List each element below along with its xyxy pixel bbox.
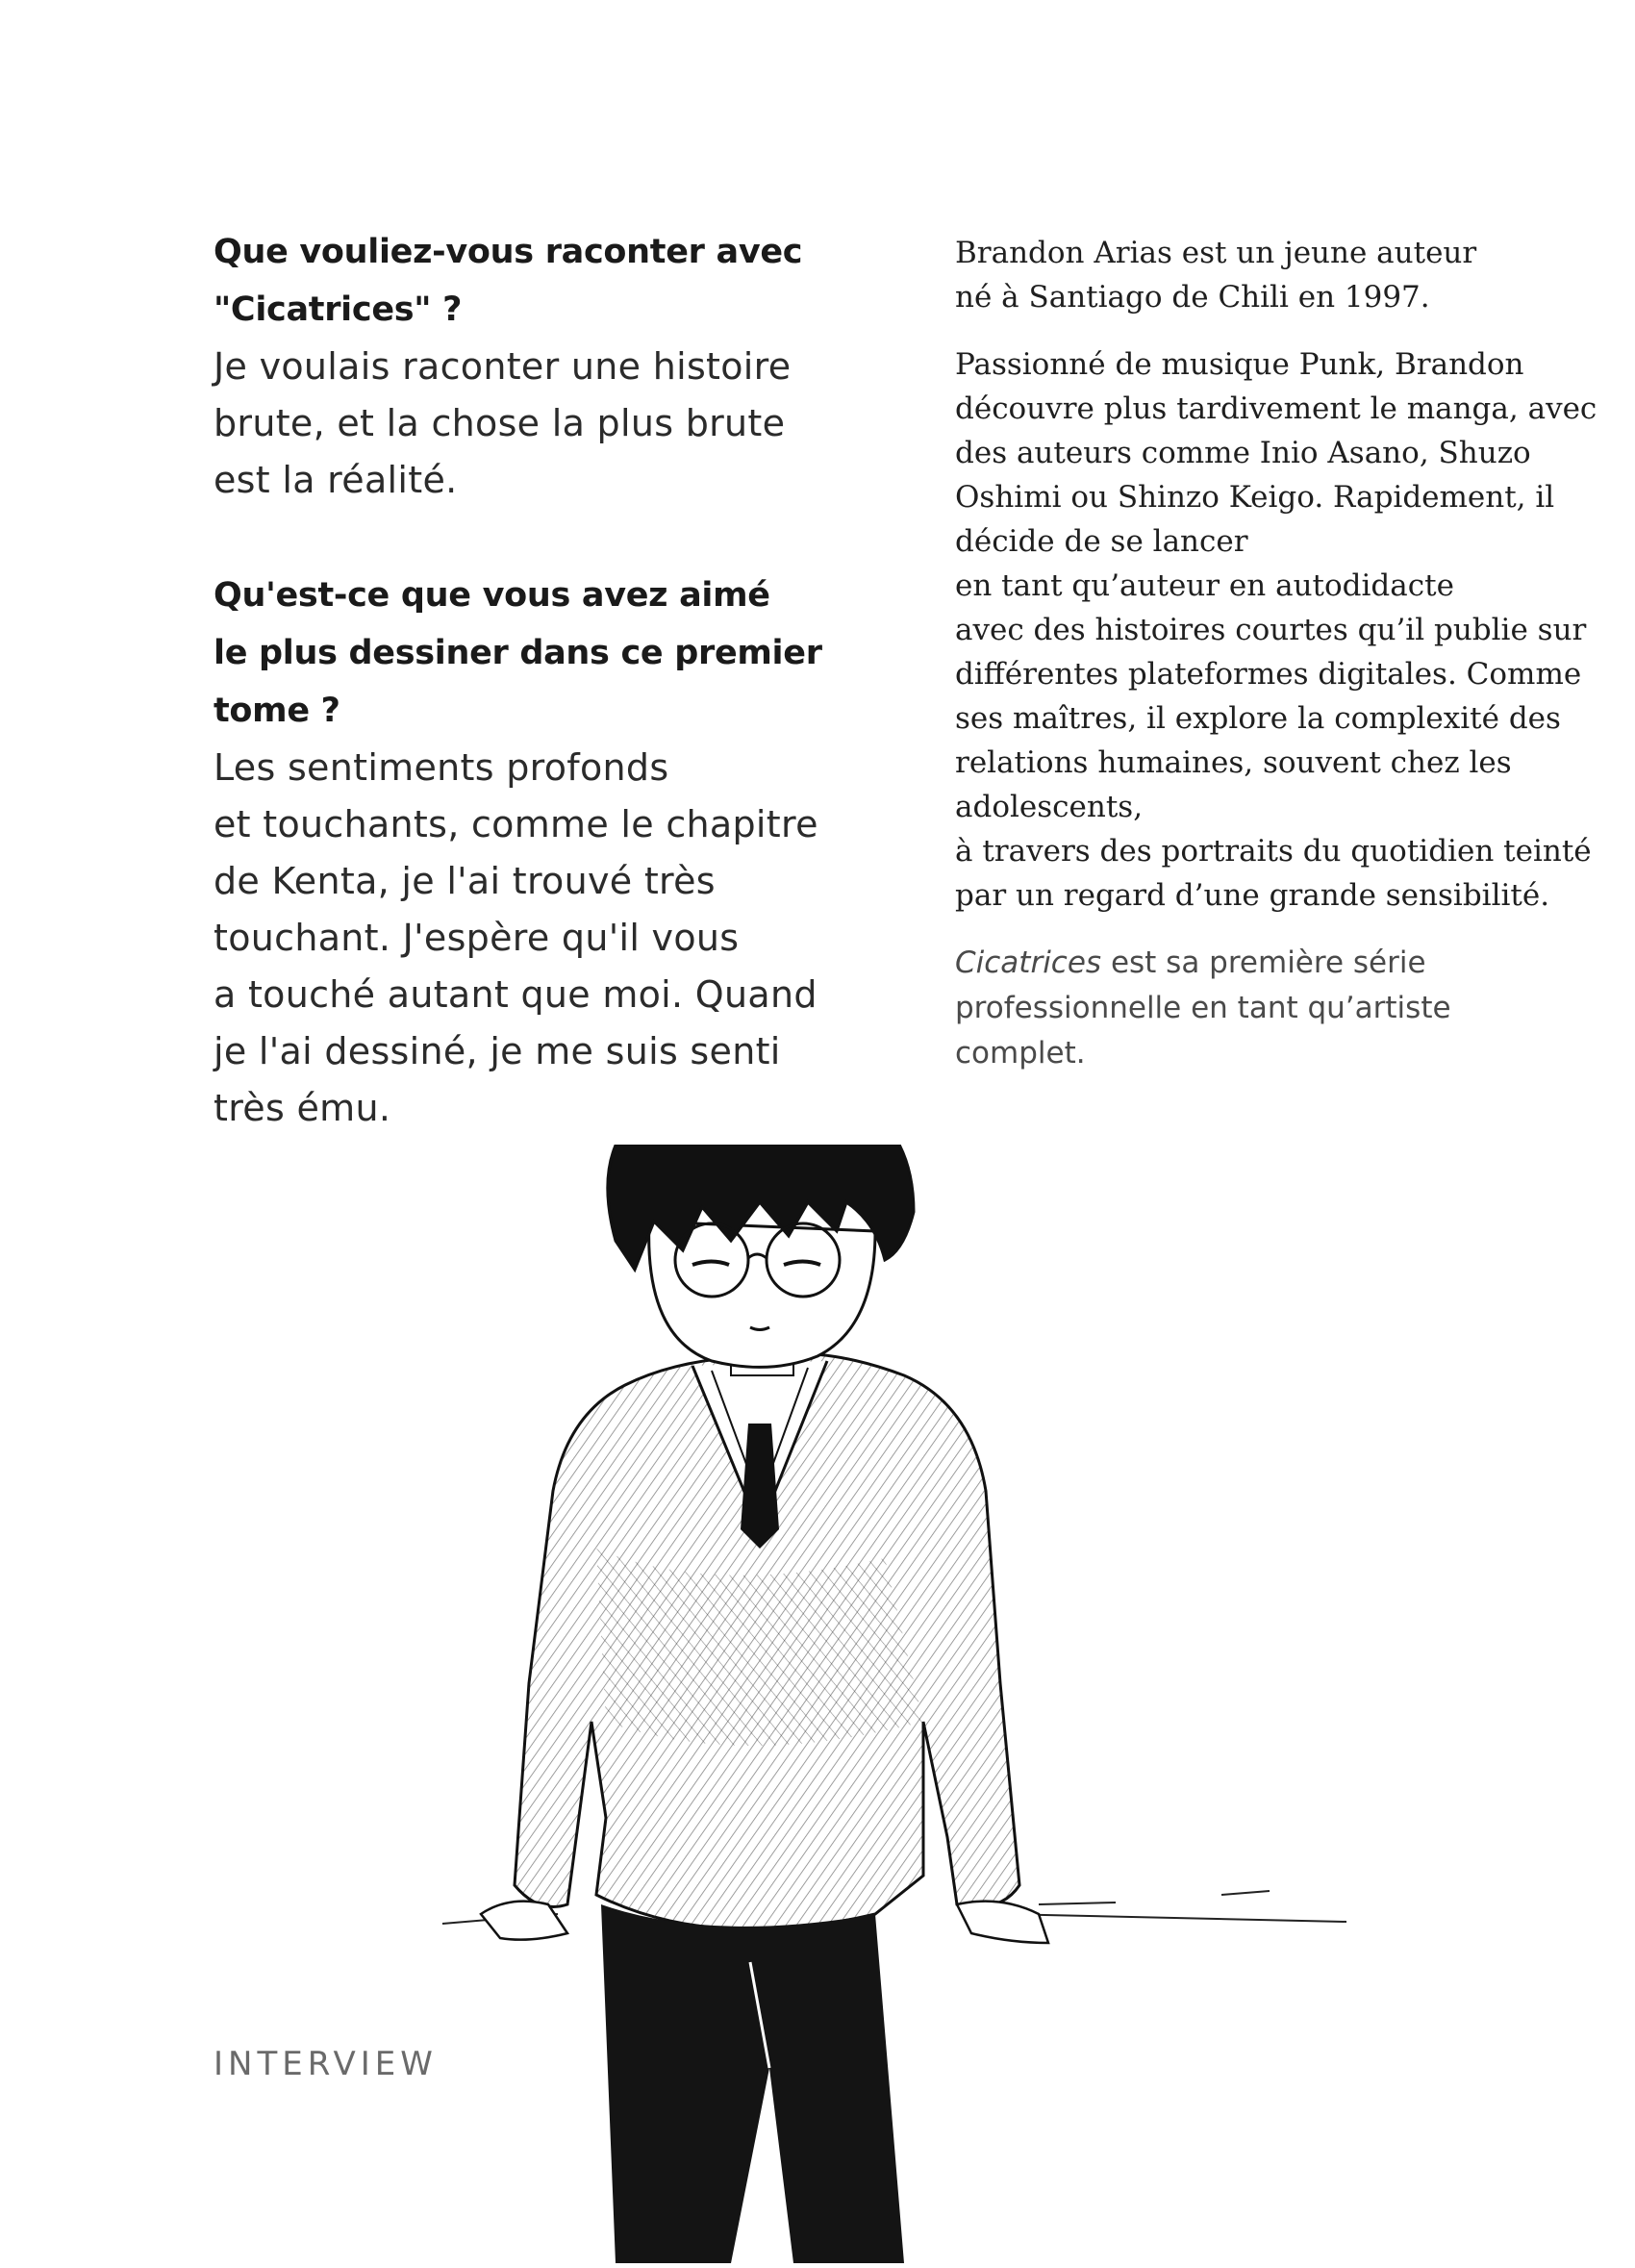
- answer-2-line-5: a touché autant que moi. Quand: [214, 973, 818, 1016]
- bio-2-line-13: par un regard d’une grande sensibilité.: [955, 878, 1550, 913]
- answer-2-line-4: touchant. J'espère qu'il vous: [214, 917, 740, 959]
- bio-2-line-11: adolescents,: [955, 790, 1144, 824]
- answer-2: [214, 740, 868, 1137]
- question-1-line-2: "Cicatrices" ?: [214, 290, 463, 329]
- question-2-line-2: le plus dessiner dans ce premier: [214, 634, 822, 672]
- section-label: INTERVIEW: [214, 2045, 438, 2083]
- bio-2-line-7: avec des histoires courtes qu’il publie sur: [955, 613, 1587, 647]
- bio-2-line-2: découvre plus tardivement le manga, avec: [955, 391, 1597, 426]
- closing-line-1-rest: est sa première série: [1101, 945, 1426, 980]
- bio-paragraph-1: [955, 231, 1571, 319]
- bio-2-line-1: Passionné de musique Punk, Brandon: [955, 347, 1524, 382]
- answer-2-line-7: très ému.: [214, 1087, 391, 1129]
- answer-1-line-2: brute, et la chose la plus brute: [214, 402, 786, 444]
- closing-line-3: complet.: [955, 1036, 1086, 1071]
- answer-1: [214, 339, 868, 509]
- bio-2-line-5: décide de se lancer: [955, 524, 1248, 559]
- interview-column: [214, 223, 868, 1137]
- question-1-line-1: Que vouliez-vous raconter avec: [214, 233, 803, 271]
- bio-1-line-1: Brandon Arias est un jeune auteur: [955, 236, 1477, 270]
- bio-paragraph-2: [955, 342, 1597, 918]
- bio-2-line-3: des auteurs comme Inio Asano, Shuzo: [955, 436, 1531, 470]
- answer-1-line-3: est la réalité.: [214, 459, 458, 501]
- bio-2-line-12: à travers des portraits du quotidien teinté: [955, 834, 1592, 869]
- question-2-line-3: tome ?: [214, 692, 340, 730]
- question-1: [214, 223, 868, 339]
- author-bio-column: [955, 231, 1597, 1076]
- bio-2-line-4: Oshimi ou Shinzo Keigo. Rapidement, il: [955, 480, 1555, 515]
- answer-2-line-1: Les sentiments profonds: [214, 746, 669, 789]
- answer-2-line-3: de Kenta, je l'ai trouvé très: [214, 860, 716, 902]
- bio-2-line-6: en tant qu’auteur en autodidacte: [955, 568, 1454, 603]
- question-2: [214, 567, 868, 740]
- bio-2-line-8: différentes plateformes digitales. Comme: [955, 657, 1582, 692]
- series-title: Cicatrices: [955, 945, 1102, 980]
- bio-2-line-9: ses maîtres, il explore la complexité des: [955, 701, 1561, 736]
- bio-1-line-2: né à Santiago de Chili en 1997.: [955, 280, 1430, 315]
- answer-2-line-6: je l'ai dessiné, je me suis senti: [214, 1030, 781, 1072]
- question-2-line-1: Qu'est-ce que vous avez aimé: [214, 576, 770, 615]
- closing-line-2: professionnelle en tant qu’artiste: [955, 991, 1451, 1025]
- boy-illustration-icon: [423, 1145, 1385, 2263]
- answer-1-line-1: Je voulais raconter une histoire: [214, 345, 792, 388]
- answer-2-line-2: et touchants, comme le chapitre: [214, 803, 818, 845]
- bio-2-line-10: relations humaines, souvent chez les: [955, 745, 1512, 780]
- bio-closing: [955, 941, 1571, 1076]
